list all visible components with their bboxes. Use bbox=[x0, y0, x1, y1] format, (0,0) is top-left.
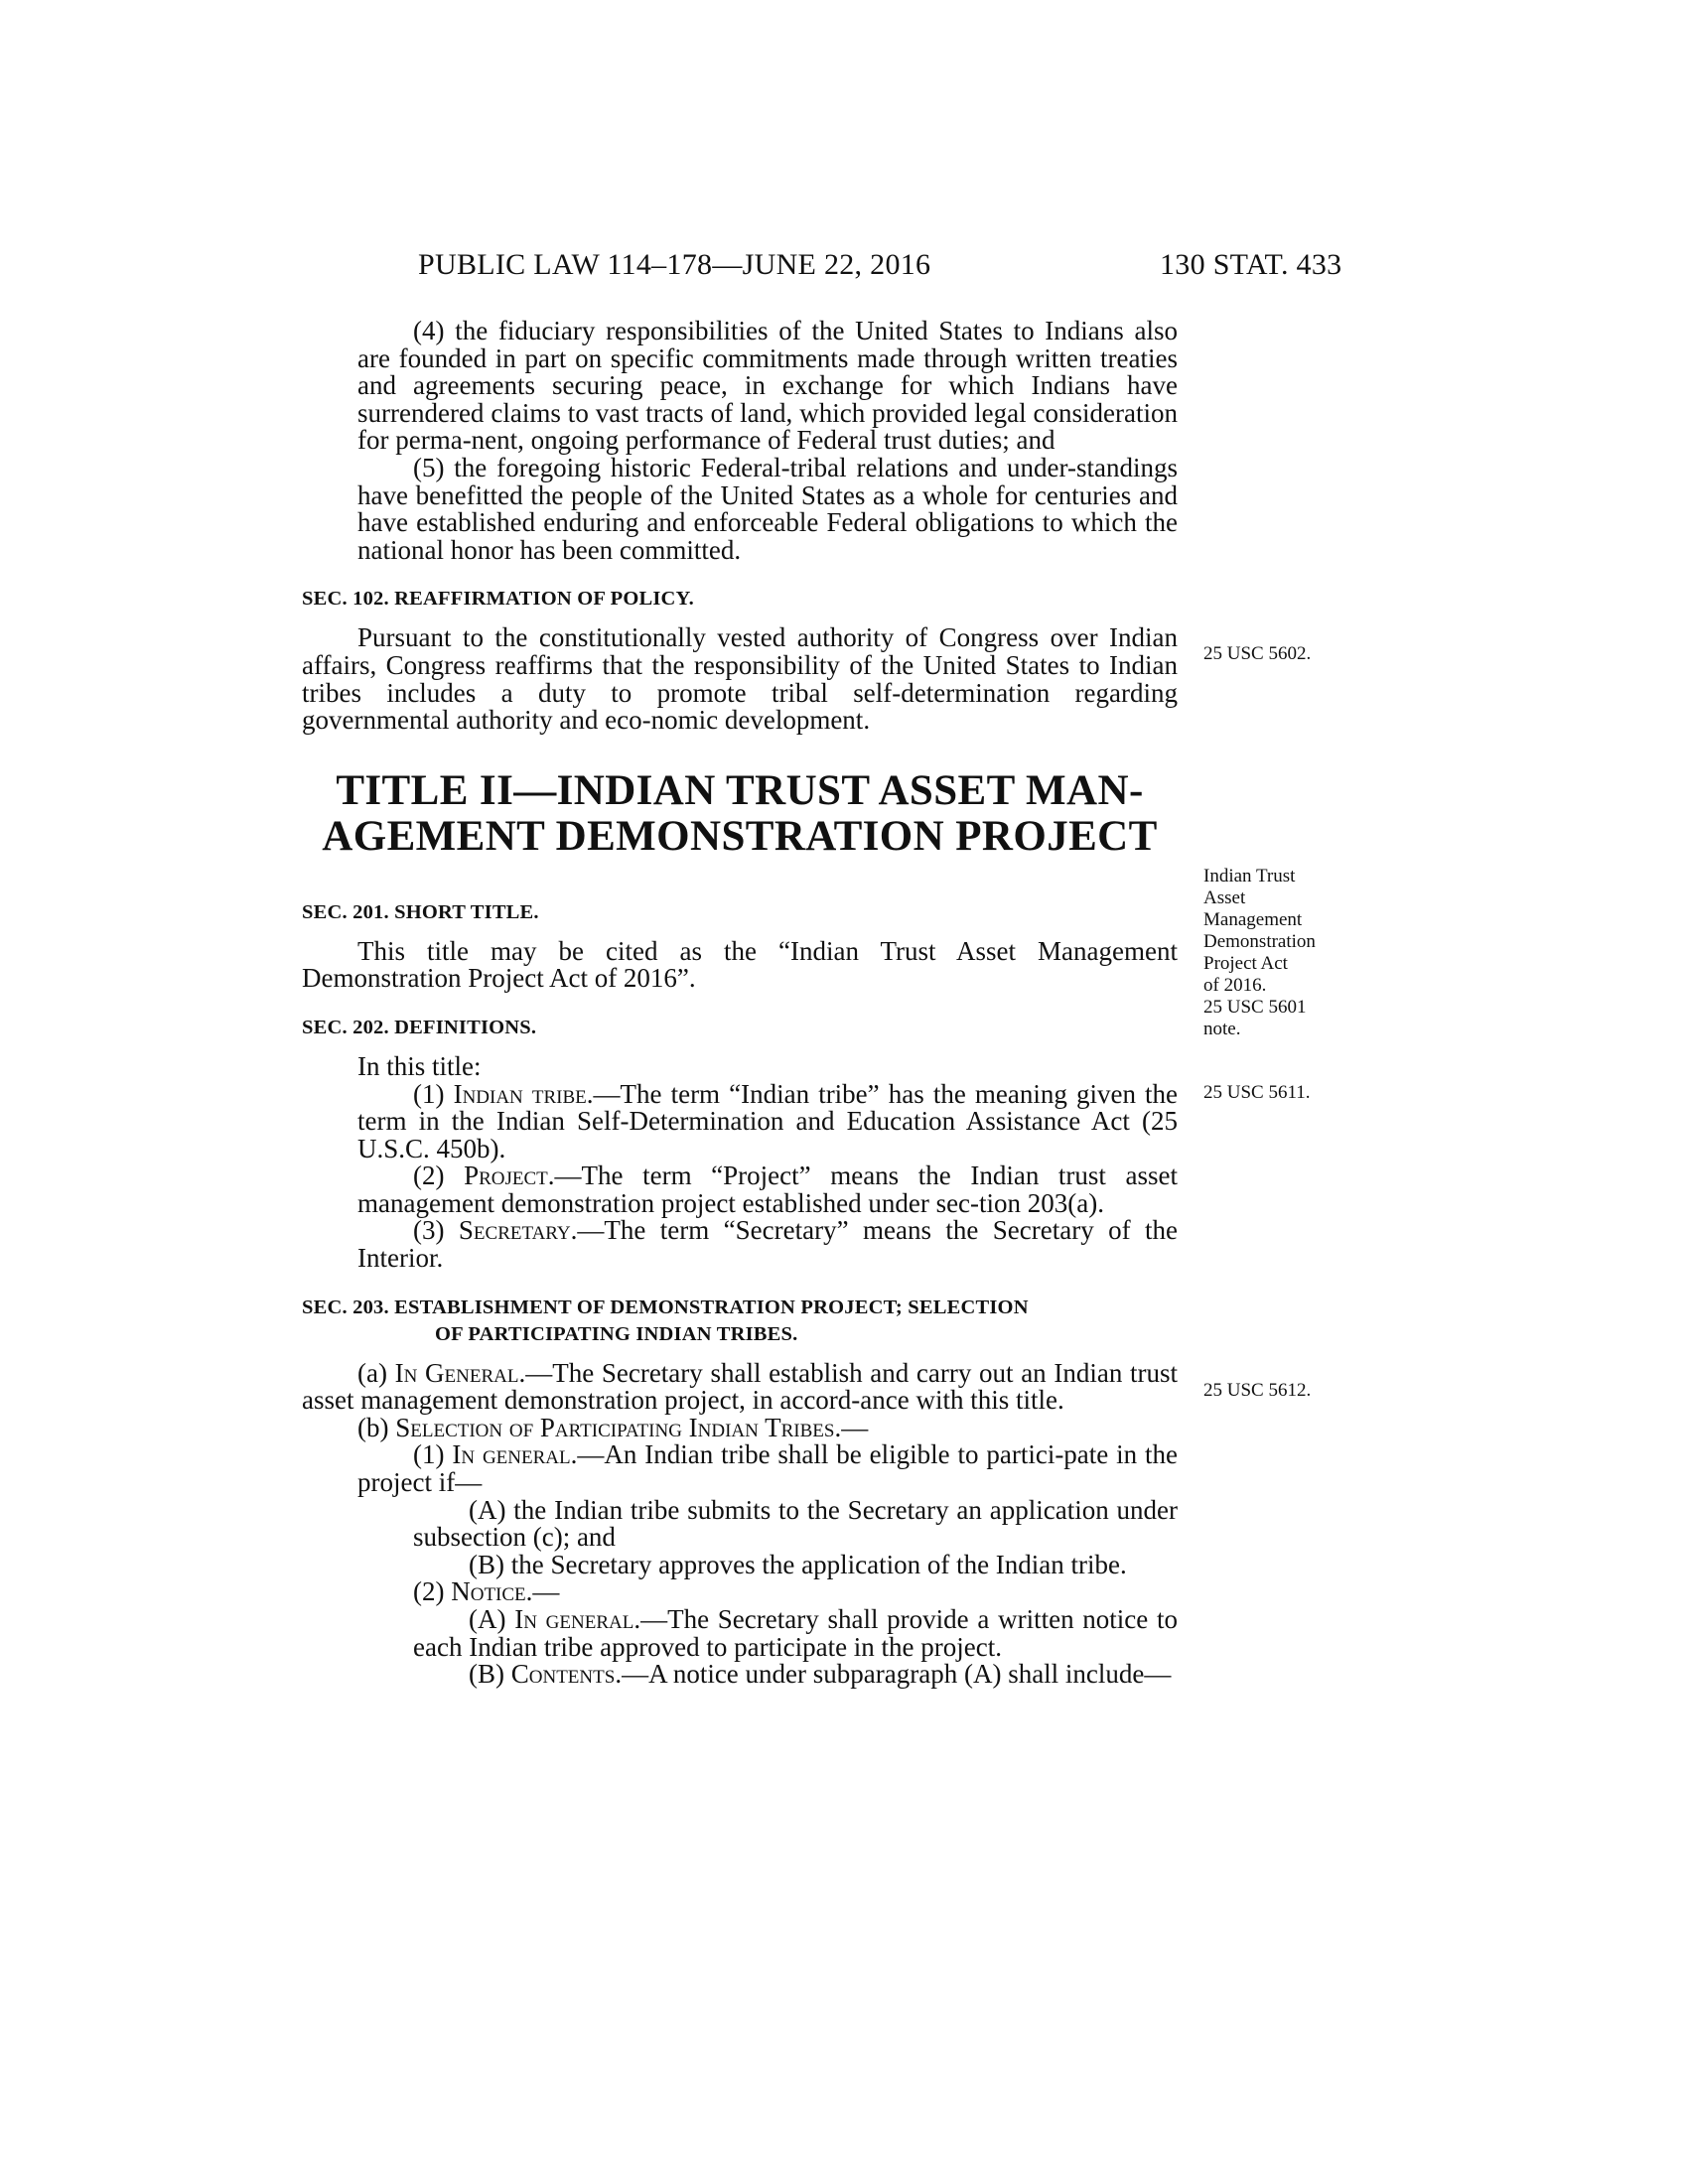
margin-note-line: Management bbox=[1203, 909, 1303, 930]
definition-text: .—The term “Project” means the Indian trust asset management demonstration project established under sec-tion 203(a). bbox=[357, 1160, 1178, 1218]
subparagraph-b-1-a: (A) the Indian tribe submits to the Secretary an application under subsection (c); and bbox=[413, 1494, 1178, 1553]
statute-body bbox=[302, 318, 1178, 1689]
definition-text: .—The term “Indian tribe” has the meaning given the term in the Indian Self-Determination and Education Assistance Act (25 U.S.C. 450b). bbox=[357, 1078, 1179, 1163]
margin-note-line: 25 USC 5601 bbox=[1203, 997, 1307, 1018]
definition-number: (3) bbox=[413, 1215, 445, 1246]
finding-item-5: (5) the foregoing historic Federal-tribal relations and under-standings have benefitted the people of the United States as a whole for centuries and have established enduring and enforceable Federal obligations to which the national honor has been committed. bbox=[357, 452, 1178, 565]
subsection-text: .— bbox=[834, 1412, 869, 1442]
subsection-number: (a) bbox=[357, 1357, 387, 1388]
definition-text: .—The term “Secretary” means the Secretary of the Interior. bbox=[357, 1215, 1179, 1274]
margin-note-line: Indian Trust bbox=[1203, 866, 1296, 887]
paragraph-text: .—An Indian tribe shall be eligible to partici-pate in the project if— bbox=[357, 1439, 1179, 1498]
definition-indian-tribe bbox=[302, 1078, 1179, 1163]
page-header bbox=[0, 248, 1688, 288]
sec-201-heading: SEC. 201. SHORT TITLE. bbox=[302, 900, 539, 923]
sec-202-intro: In this title: bbox=[357, 1050, 482, 1081]
subsection-b bbox=[302, 1412, 1178, 1442]
paragraph-number: (1) bbox=[413, 1439, 445, 1470]
definition-number: (1) bbox=[413, 1078, 445, 1109]
sec-102-heading: SEC. 102. REAFFIRMATION OF POLICY. bbox=[302, 588, 694, 611]
subparagraph-b-2-b bbox=[302, 1661, 1178, 1689]
stat-page-number: 130 STAT. 433 bbox=[1160, 248, 1342, 281]
definition-term: Project bbox=[464, 1160, 548, 1191]
paragraph-b-2 bbox=[302, 1578, 1178, 1606]
subsection-number: (b) bbox=[357, 1412, 389, 1442]
subparagraph-b-1-b: (B) the Secretary approves the application of the Indian tribe. bbox=[469, 1549, 1127, 1579]
running-title: PUBLIC LAW 114–178—JUNE 22, 2016 bbox=[418, 248, 931, 281]
margin-note-sec-203: 25 USC 5612. bbox=[1203, 1380, 1312, 1401]
sec-203-heading-line-1: SEC. 203. ESTABLISHMENT OF DEMONSTRATION PROJECT; SELECTION bbox=[302, 1296, 1029, 1318]
sec-202-heading: SEC. 202. DEFINITIONS. bbox=[302, 1016, 537, 1038]
definition-project bbox=[302, 1162, 1178, 1217]
subsection-term: Selection of Participating Indian Tribes bbox=[395, 1412, 835, 1442]
definition-term: Secretary bbox=[458, 1215, 571, 1246]
margin-note-line: Demonstration bbox=[1203, 931, 1316, 952]
definition-number: (2) bbox=[413, 1160, 445, 1191]
paragraph-term: Notice bbox=[451, 1576, 526, 1607]
margin-note-title-ii bbox=[1203, 866, 1352, 1040]
margin-note-line: Asset bbox=[1203, 887, 1246, 908]
paragraph-text: .— bbox=[525, 1576, 560, 1607]
subparagraph-b-2-a bbox=[302, 1606, 1178, 1661]
margin-note-sec-102: 25 USC 5602. bbox=[1203, 643, 1312, 664]
margin-note-line: of 2016. bbox=[1203, 975, 1267, 996]
sec-203-heading bbox=[302, 1295, 1178, 1348]
sec-201-text: This title may be cited as the “Indian Trust Asset Management Demonstration Project Act of 2016”. bbox=[302, 935, 1178, 994]
margin-note-line: Project Act bbox=[1203, 953, 1288, 974]
subparagraph-term: In general bbox=[514, 1604, 634, 1634]
sec-102-text: Pursuant to the constitutionally vested authority of Congress over Indian affairs, Congress reaffirms that the responsibility of the United States to Indian tribes includes a duty to promote tribal self-determination regarding governmental authority and eco-nomic development. bbox=[302, 622, 1178, 736]
finding-item-4: (4) the fiduciary responsibilities of the United States to Indians also are founded in part on specific commitments made through written treaties and agreements securing peace, in exchange for which Indians have surrendered claims to vast tracts of land, which provided legal consideration for perma-nent, ongoing performance of Federal trust duties; and bbox=[357, 316, 1178, 456]
subparagraph-term: Contents bbox=[510, 1659, 616, 1690]
paragraph-b-1 bbox=[302, 1441, 1178, 1496]
sec-203-heading-line-2: OF PARTICIPATING INDIAN TRIBES. bbox=[435, 1322, 798, 1345]
margin-note-sec-202: 25 USC 5611. bbox=[1203, 1082, 1311, 1103]
title-ii-heading bbox=[302, 768, 1178, 860]
subparagraph-number: (A) bbox=[469, 1604, 506, 1634]
subparagraph-number: (B) bbox=[469, 1659, 504, 1690]
title-ii-line-1: TITLE II—INDIAN TRUST ASSET MAN- bbox=[336, 766, 1144, 814]
margin-note-line: note. bbox=[1203, 1019, 1241, 1039]
definition-term: Indian tribe bbox=[453, 1078, 587, 1109]
paragraph-number: (2) bbox=[413, 1576, 445, 1607]
subsection-text: .—The Secretary shall establish and carry out an Indian trust asset management demonstration project, in accord-ance with this title. bbox=[302, 1357, 1178, 1416]
subparagraph-text: .—A notice under subparagraph (A) shall include— bbox=[615, 1659, 1172, 1690]
subparagraph-text: .—The Secretary shall provide a written notice to each Indian tribe approved to participate in the project. bbox=[413, 1604, 1178, 1662]
subsection-a bbox=[302, 1357, 1178, 1416]
definition-secretary bbox=[302, 1217, 1178, 1272]
title-ii-line-2: AGEMENT DEMONSTRATION PROJECT bbox=[322, 812, 1158, 860]
subsection-term: In General bbox=[394, 1357, 519, 1388]
paragraph-term: In general bbox=[452, 1439, 571, 1470]
